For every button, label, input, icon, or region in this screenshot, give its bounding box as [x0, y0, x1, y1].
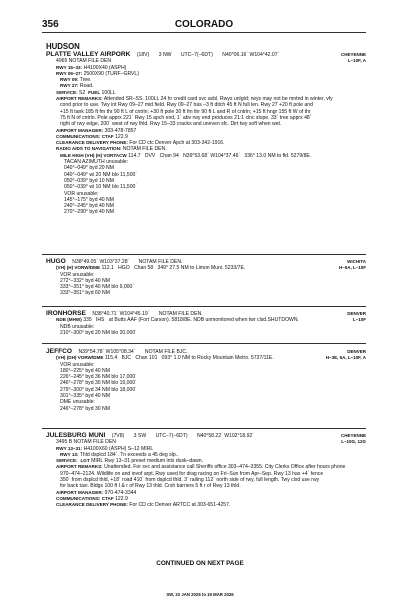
page-number: 356 — [42, 19, 59, 30]
entry-ironhorse: IRONHORSE N38°40.71´ W104°45.19´ NOTAM FILE DEN. DENVER L–10F NDB (MHW) 335 IHS at Butts AAF (Fort Carson). 5818/8E. NDB unmonitored when twr clsd.SHUTDOWN. NDB unusable: 210°–300° byd 20 NM blo 20,000´ — [46, 310, 366, 336]
entry-julesburg: JULESBURG MUNI (7V8) 3 SW UTC–7(–6DT) N40°58.22´ W102°18.92´ CHEYENNE L–10G, 12G 3495 B NOTAM FILE DEN RWY 13–31: H4100X60 (ASPH) S–12 MIRL RWY 13: Thld dsplcd 184´. Tn exceeds a 45 deg slp.. SERVICE: LGT MIRL Rwy 13–31 preset medium ints dusk–dawn. AIRPORT REMARKS: Unattended. For svc and assistance call Sheriffs office 303–474–3355. City Clerks Office after hours phone 970–474–2124. Wildlife on and invof arpt. Rwy used for drag racing on Fri–Sun from Apr–Sep. Rwy 13 has +4´ fence 350´ from dsplcd thld, +18´ road 410´ from dsplcd thld. 3´ railing 112´ north side of rwy, full length. Twy clsd use rwy for back taxi. Bldgs 100 ft I & r of Rwy 13 thld. Crsh barriers 5 ft r of Rwy 13 thld. AIRPORT MANAGER: 970-474-3344 COMMUNICATIONS: CTAF 122.9 CLEARANCE DELIVERY PHONE: For CD ctc Denver ARTCC at 303-651-4257. — [46, 432, 366, 509]
section-rule — [42, 306, 366, 307]
entry-platte-valley: PLATTE VALLEY AIRPORK (18V) 3 NW UTC–7(–6DT) N40°06.16´ W104°42.07´ CHEYENNE L–10F, A 4965 NOTAM FILE DEN RWY 15–33: H4100X40 (ASPH) RWY 09–27: 2500X90 (TURF–GRVL) RWY 09: Tree. RWY 27: Road. SERVICE: S2 FUEL 100LL AIRPORT REMARKS: Attended SR–SS. 100LL 24 hr credit card svc avbl. Rwys unlgtd; rwys may not be mntnd in winter, vfy cond prior to use. Twy int Rwy 09–27 mid field. Rwy 09–27 has –3 ft ditch 45 ft N full len. Rwy 27 +20 ft pole and +15 ft tank 185 ft fm thr 90 ft L of cntrln; +30 ft pole 30 ft fm thr 90 ft L and R of cntrln; +15 ft hngr 155 ft W of thr 75 ft N of cntrln. Pole apprx 221´ Rwy 15 apch end, 1´ abv rwy end produces 21:1 clnc slope. 33´ tree apprx 48´ right of rwy edge, 200´ west of rwy thld. Rwy 15–33 cracks and uneven sfc. Dirt twy soft when wet. AIRPORT MANAGER: 303-478-7857 COMMUNICATIONS: CTAF 122.9 CLEARANCE DELIVERY PHONE: For CD ctc Denver Apch at 303-342-1916. RADIO AIDS TO NAVIGATION: NOTAM FILE DEN. MILE HIGH (VH) (H) VORTACW 114.7 DVV Chan 94 N39°53.68´ W104°37.46´ 336° 13.0 NM to fld. 5279/8E. TACAN AZIMUTH unusable: 040°–049° byd 20 NM 040°–049° wi 20 NM blo 11,500´ 050°–039° byd 10 NM 050°–039° wi 10 NM blo 11,500´ VOR unusable: 145°–175° byd 40 NM 240°–245° byd 40 NM 270°–290° byd 40 NM — [46, 51, 366, 216]
chart-reference: CHEYENNE L–10F, A — [340, 52, 366, 63]
airport-name[interactable]: PLATTE VALLEY AIRPORK — [46, 51, 131, 58]
chart-reference: DENVER H–3E, 5A, L–10F, A — [325, 349, 366, 360]
city-heading: HUDSON — [46, 42, 80, 51]
navaid-name[interactable]: JEFFCO — [46, 348, 73, 355]
section-rule — [42, 428, 366, 429]
navaid-name[interactable]: HUGO — [46, 258, 66, 265]
continued-notice: CONTINUED ON NEXT PAGE — [156, 560, 244, 567]
header-rule — [42, 32, 366, 33]
page-header — [42, 19, 366, 31]
airport-name[interactable]: JULESBURG MUNI — [46, 432, 106, 439]
airport-remarks: AIRPORT REMARKS: Unattended. For svc and assistance call Sheriffs office 303–474–3355. City Clerks Office after hours phone — [56, 464, 346, 471]
section-rule — [42, 254, 366, 255]
state-title: COLORADO — [174, 19, 234, 30]
chart-reference: CHEYENNE L–10G, 12G — [340, 433, 366, 444]
effective-dates-footer: SW, 22 JAN 2026 to 19 MAR 2026 — [166, 592, 234, 597]
section-rule — [42, 343, 366, 344]
entry-jeffco: JEFFCO N39°54.78´ W105°08.34´ NOTAM FILE BJC. DENVER H–3E, 5A, L–10F, A (VH) (DH) VORW/DME 115.4 BJC Chan 101 093° 1.0 NM to Rocky Mountain Metro. 5737/11E. VOR unusable: 180°–225° byd 40 NM 226°–245° byd 36 NM blo 17,000´ 246°–278° byd 30 NM blo 19,000´ 279°–300° byd 34 NM blo 18,000´ 301°–335° byd 40 NM DME unusable: 246°–278° byd 30 NM — [46, 348, 366, 412]
chart-reference: DENVER L–10F — [347, 311, 366, 322]
entry-hugo: HUGO N38°49.05´ W103°37.28´ NOTAM FILE DEN. WICHITA H–5A, L–10F (VH) (H) VORW/DME 112.1 HGO Chan 58 349° 27.5 NM to Limon Muni. 5233/7E. VOR unusable: 272°–332° byd 40 NM 333°–351° byd 40 NM blo 9,000´ 333°–351° byd 60 NM — [46, 258, 366, 297]
chart-reference: WICHITA H–5A, L–10F — [338, 259, 366, 270]
airport-remarks: AIRPORT REMARKS: Attended SR–SS. 100LL 24 hr credit card svc avbl. Rwys unlgtd; rwys may not be mntnd in winter, vfy — [56, 96, 333, 103]
navaid-name[interactable]: IRONHORSE — [46, 310, 86, 317]
